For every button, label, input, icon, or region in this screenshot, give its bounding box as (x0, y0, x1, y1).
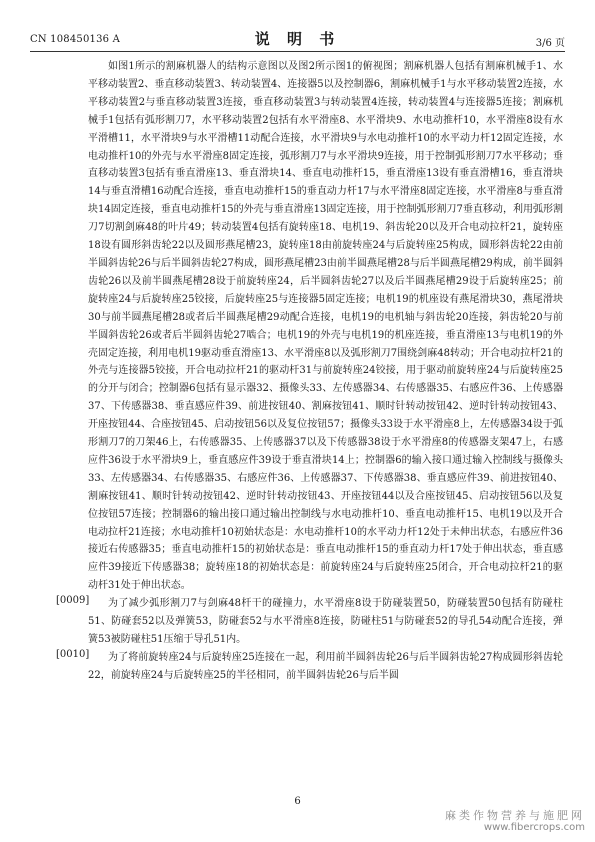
paragraph-0008-continued: 如图1所示的割麻机器人的结构示意图以及图2所示图1的俯视图；割麻机器人包括有割麻机械手1、水平移动装置2、垂直移动装置3、转动装置4、连接器5以及控制器6，割麻机械手1与水平移动装置2连接，水平移动装置2与垂直移动装置3连接，垂直移动装置3与转动装置4连接，转动装置4与连接器5连接；割麻机械手1包括有弧形割刀7，水平移动装置2包括有水平滑座8、水平滑块9、水电动推杆10，水平滑座8设有水平滑槽11，水平滑块9与水平滑槽11动配合连接，水平滑块9与水电动推杆10的水平动力杆12固定连接，水电动推杆10的外壳与水平滑座8固定连接，弧形割刀7与水平滑块9连接，用于控制弧形割刀7水平移动；垂直移动装置3包括有垂直滑座13、垂直滑块14、垂直电动推杆15，垂直滑座13设有垂直滑槽16，垂直滑块14与垂直滑槽16动配合连接，垂直电动推杆15的垂直动力杆17与水平滑座8固定连接，水平滑座8与垂直滑块14固定连接，垂直电动推杆15的外壳与垂直滑座13固定连接，用于控制弧形割刀7垂直移动，利用弧形割刀7切割剑麻48的叶片49；转动装置4包括有旋转座18、电机19、斜齿轮20以及开合电动拉杆21，旋转座18设有圆形斜齿轮22以及圆形燕尾槽23，旋转座18由前旋转座24与后旋转座25构成，圆形斜齿轮22由前半圆斜齿轮26与后半圆斜齿轮27构成，圆形燕尾槽23由前半圆燕尾槽28与后半圆燕尾槽29构成，前半圆斜齿轮26以及前半圆燕尾槽28设于前旋转座24，后半圆斜齿轮27以及后半圆燕尾槽29设于后旋转座25；前旋转座24与后旋转座25铰接，后旋转座25与连接器5固定连接；电机19的机座设有燕尾滑块30，燕尾滑块30与前半圆燕尾槽28或者后半圆燕尾槽29动配合连接，电机19的电机轴与斜齿轮20连接，斜齿轮20与前半圆斜齿轮26或者后半圆斜齿轮27啮合；电机19的外壳与电机19的机座连接，垂直滑座13与电机19的外壳固定连接，利用电机19驱动垂直滑座13、水平滑座8以及弧形割刀7围绕剑麻48转动；开合电动拉杆21的外壳与连接器5铰接，开合电动拉杆21的驱动杆31与前旋转座24铰接，用于驱动前旋转座24与后旋转座25的分开与闭合；控制器6包括有显示器32、摄像头33、左传感器34、右传感器35、右感应件36、上传感器37、下传感器38、垂直感应件39、前进按钮40、割麻按钮41、顺时针转动按钮42、逆时针转动按钮43、开座按钮44、合座按钮45、启动按钮56以及复位按钮57；摄像头33设于水平滑座8上，左传感器34设于弧形割刀7的刀架46上，右传感器35、上传感器37以及下传感器38设于水平滑座8的传感器支架47上，右感应件36设于水平滑块9上，垂直感应件39设于垂直滑块14上；控制器6的输入接口通过输入控制线与摄像头33、左传感器34、右传感器35、右感应件36、上传感器37、下传感器38、垂直感应件39、前进按钮40、割麻按钮41、顺时针转动按钮42、逆时针转动按钮43、开座按钮44以及合座按钮45、启动按钮56以及复位按钮57连接；控制器6的输出接口通过输出控制线与水电动推杆10、垂直电动推杆15、电机19以及开合电动拉杆21连接；水电动推杆10初始状态是：水电动推杆10的水平动力杆12处于未伸出状态，右感应件36接近右传感器35；垂直电动推杆15的初始状态是：垂直电动推杆15的垂直动力杆17处于伸出状态，垂直感应件39接近下传感器38；旋转座18的初始状态是：前旋转座24与后旋转座25闭合，开合电动拉杆21的驱动杆31处于伸出状态。 (88, 61, 563, 592)
page-header (30, 28, 565, 48)
paragraph-number-0009: [0009] (56, 595, 90, 607)
header-rule (30, 51, 565, 52)
document-body (88, 58, 563, 685)
paragraph-0010: 为了将前旋转座24与后旋转座25连接在一起，利用前半圆斜齿轮26与后半圆斜齿轮27构成圆形斜齿轮22，前旋转座24与后旋转座25的半径相同，前半圆斜齿轮26与后半圆 (88, 651, 563, 681)
watermark-url: www.fibercrops.com (483, 822, 585, 833)
page-number: 6 (294, 796, 301, 807)
document-title: 说 明 书 (254, 30, 341, 48)
site-watermark (445, 810, 585, 834)
watermark-title: 麻类作物营养与施肥网 (445, 809, 585, 822)
paragraph-0009: 为了减少弧形割刀7与剑麻48杆干的碰撞力，水平滑座8设于防碰装置50，防碰装置50包括有防碰柱51、防碰套52以及弹簧53，防碰套52与水平滑座8连接，防碰柱51与防碰套52的导孔54动配合连接，弹簧53被防碰柱51压缩于导孔51内。 (88, 598, 563, 645)
publication-number: CN 108450136 A (30, 34, 121, 45)
page-fraction: 3/6 页 (535, 38, 565, 49)
paragraph-number-0010: [0010] (56, 648, 90, 660)
